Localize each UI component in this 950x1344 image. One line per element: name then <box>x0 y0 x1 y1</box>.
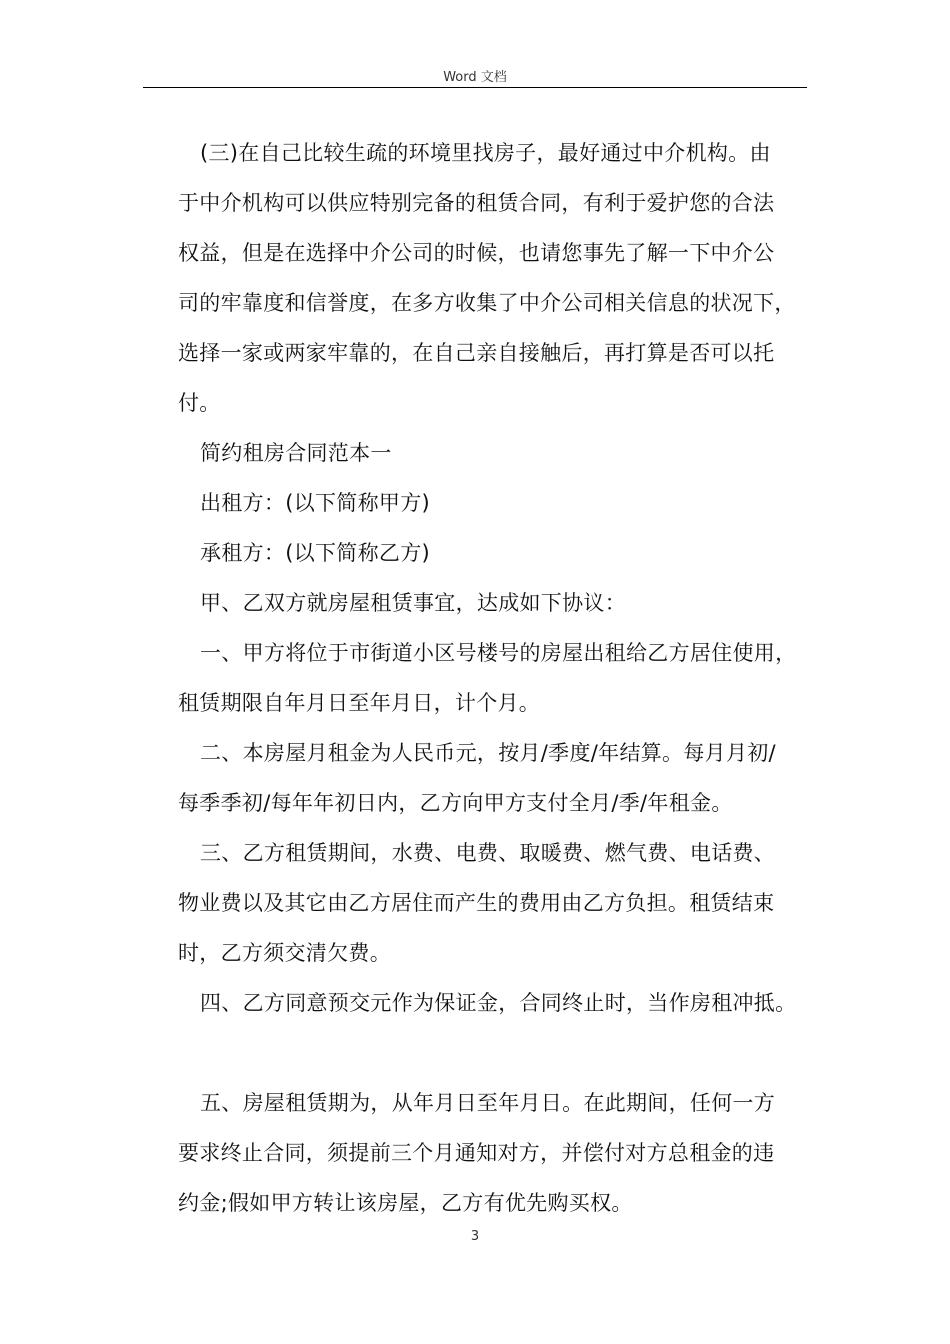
lessor-line: 出租方：(以下简称甲方) <box>200 491 430 515</box>
clause-line: 二、本房屋月租金为人民币元，按月/季度/年结算。每月月初/ <box>200 741 776 765</box>
document-header-title: Word 文档 <box>443 70 507 85</box>
paragraph-line: 付。 <box>178 391 221 415</box>
paragraph-line: (三)在自己比较生疏的环境里找房子，最好通过中介机构。由 <box>200 141 771 165</box>
paragraph-line: 甲、乙双方就房屋租赁事宜，达成如下协议： <box>200 591 626 615</box>
clause-line: 四、乙方同意预交元作为保证金，合同终止时，当作房租冲抵。 <box>200 991 797 1015</box>
clause-line: 物业费以及其它由乙方居住而产生的费用由乙方负担。租赁结束 <box>178 891 775 915</box>
clause-line: 每季季初/每年年初日内，乙方向甲方支付全月/季/年租金。 <box>178 791 733 815</box>
document-body <box>178 128 818 1228</box>
clause-line: 三、乙方租赁期间，水费、电费、取暖费、燃气费、电话费、 <box>200 841 776 865</box>
paragraph-line: 选择一家或两家牢靠的，在自己亲自接触后，再打算是否可以托 <box>178 341 775 365</box>
lessee-line: 承租方：(以下简称乙方) <box>200 541 430 565</box>
clause-line: 一、甲方将位于市街道小区号楼号的房屋出租给乙方居住使用， <box>200 641 797 665</box>
clause-line: 约金;假如甲方转让该房屋，乙方有优先购买权。 <box>178 1191 633 1215</box>
page-number: 3 <box>470 1229 480 1244</box>
clause-line: 五、房屋租赁期为，从年月日至年月日。在此期间，任何一方 <box>200 1091 776 1115</box>
clause-line: 时，乙方须交清欠费。 <box>178 941 391 965</box>
clause-line: 要求终止合同，须提前三个月通知对方，并偿付对方总租金的违 <box>178 1141 775 1165</box>
clause-line: 租赁期限自年月日至年月日，计个月。 <box>178 691 541 715</box>
header-divider <box>143 87 807 88</box>
paragraph-line: 于中介机构可以供应特别完备的租赁合同，有利于爱护您的合法 <box>178 191 775 215</box>
section-title: 简约租房合同范本一 <box>200 441 392 465</box>
paragraph-line: 司的牢靠度和信誉度，在多方收集了中介公司相关信息的状况下， <box>178 291 796 315</box>
paragraph-line: 权益，但是在选择中介公司的时候，也请您事先了解一下中介公 <box>178 241 775 265</box>
